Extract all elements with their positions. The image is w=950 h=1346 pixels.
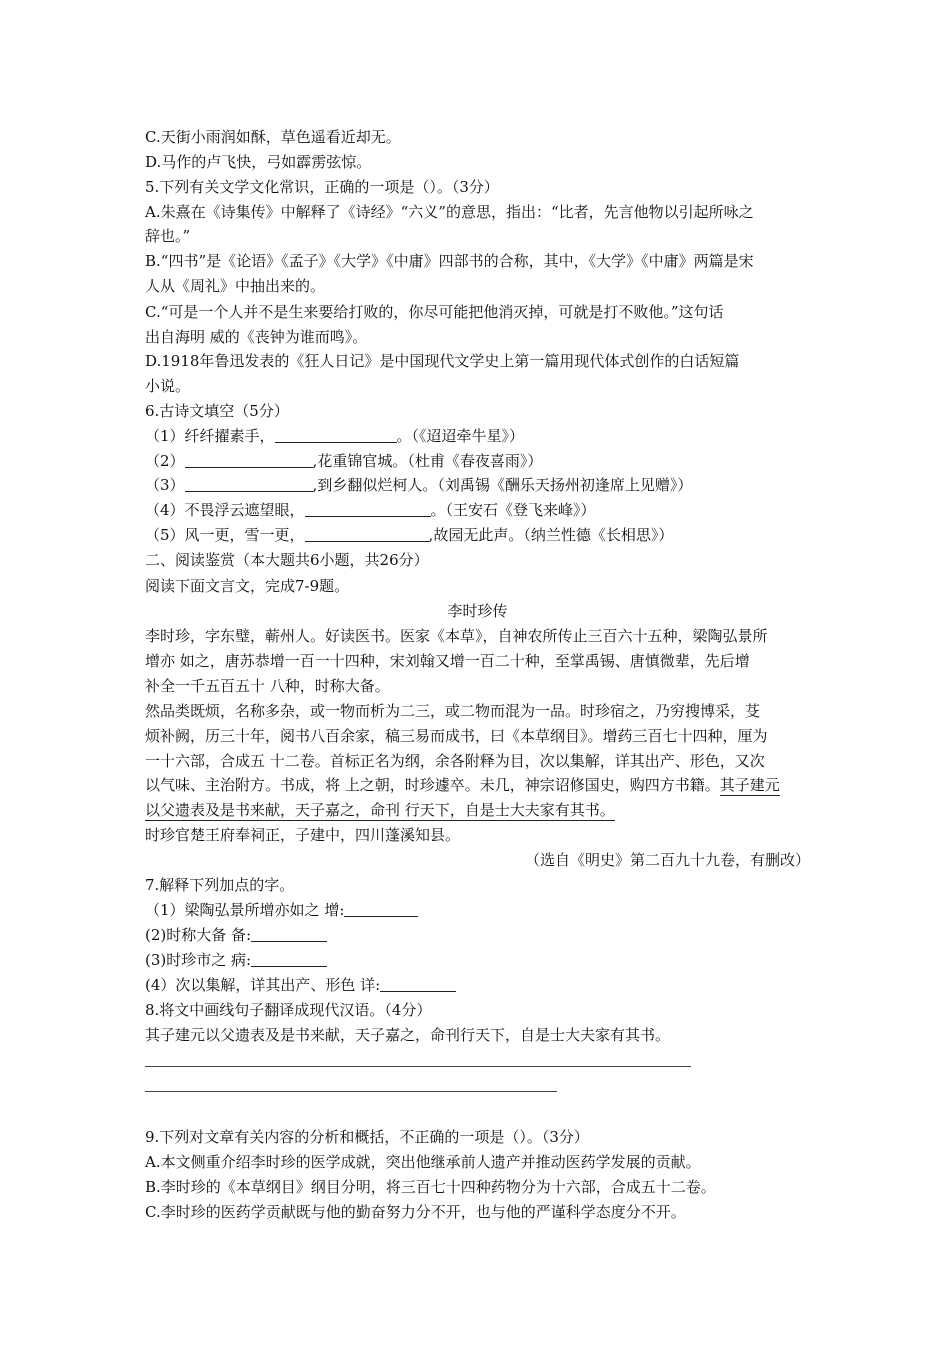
q6-blank-2[interactable] — [185, 452, 313, 468]
q6-item-5-suffix: ,故园无此声。（纳兰性德《长相思》） — [428, 526, 674, 544]
passage-p2-line1: 然品类既烦，名称多杂，或一物而析为二三，或二物而混为一品。时珍宿之，乃穷搜博采，芟 — [145, 702, 761, 720]
passage-p2-line4-text: 以气味、主治附方。书成，将 上之朝，时珍遽卒。未几，神宗诏修国史，购四方书籍。 — [145, 776, 720, 794]
underlined-sentence-part1: 其子建元 — [719, 776, 780, 794]
underlined-sentence-part2: 以父遗表及是书来献，天子嘉之，命刊 行天下，自是士大夫家有其书。 — [145, 801, 615, 819]
q7-item-1-text: （1）梁陶弘景所增亦如之 增: — [145, 901, 345, 919]
q7-item-4 — [145, 975, 810, 995]
q7-blank-1[interactable] — [344, 901, 418, 917]
section2-heading: 二、阅读鉴赏（本大题共6小题，共26分） — [145, 551, 429, 569]
q7-blank-4[interactable] — [380, 976, 456, 992]
q6-item-4 — [145, 500, 810, 520]
passage-p1-line1: 李时珍，字东璧，蕲州人。好读医书。医家《本草》，自神农所传止三百六十五种，梁陶弘景所 — [145, 627, 768, 645]
q6-item-3 — [145, 475, 810, 495]
q6-item-2-suffix: ,花重锦官城。（杜甫《春夜喜雨》） — [312, 452, 543, 470]
passage-p1-line2: 增亦 如之，唐苏恭增一百一十四种，宋刘翰又增一百二十种，至掌禹锡、唐慎微辈，先后增 — [145, 652, 750, 670]
q5-option-a-line2: 辞也。” — [145, 227, 191, 245]
answer-line-2[interactable] — [145, 1091, 557, 1092]
q7-item-2-text: (2)时称大备 备: — [145, 926, 252, 944]
q5-option-b-line2: 人从《周礼》中抽出来的。 — [145, 277, 326, 295]
q7-item-3-text: (3)时珍市之 病: — [145, 951, 252, 969]
passage-p2-line2: 烦补阙，历三十年，阅书八百余家，稿三易而成书，曰《本草纲目》。增药三百七十四种，厘为 — [145, 727, 768, 745]
passage-p2-line5 — [145, 800, 810, 820]
q6-item-5-prefix: （5）风一更，雪一更， — [145, 526, 305, 544]
q7-item-2 — [145, 925, 810, 945]
q6-blank-5[interactable] — [305, 526, 429, 542]
q5-option-b-line1: B.“四书”是《论语》《孟子》《大学》《中庸》四部书的合称，其中，《大学》《中庸》两篇是宋 — [145, 252, 754, 270]
q6-item-1 — [145, 426, 810, 446]
q7-item-3 — [145, 950, 810, 970]
q7-item-1 — [145, 900, 810, 920]
q9-option-c: C.李时珍的医药学贡献既与他的勤奋努力分不开，也与他的严谨科学态度分不开。 — [145, 1203, 686, 1221]
q5-option-d-line2: 小说。 — [145, 377, 191, 395]
q6-blank-3[interactable] — [185, 476, 313, 492]
q6-blank-1[interactable] — [275, 427, 397, 443]
q6-item-4-suffix: 。（王安石《登飞来峰》） — [430, 501, 596, 519]
passage-source: （选自《明史》第二百九十九卷，有删改） — [524, 851, 810, 869]
q5-option-c-line2: 出自海明 威的《丧钟为谁而鸣》。 — [145, 328, 368, 346]
passage-p2-line3: 一十六部，合成五 十二卷。首标正名为纲，余各附释为目，次以集解，详其出产、形色，又次 — [145, 752, 765, 770]
q5-stem: 5.下列有关文学文化常识，正确的一项是（）。（3分） — [145, 178, 499, 196]
q9-stem: 9.下列对文章有关内容的分析和概括，不正确的一项是（）。（3分） — [145, 1128, 589, 1146]
q6-item-3-suffix: ,到乡翻似烂柯人。（刘禹锡《酬乐天扬州初逢席上见赠》） — [312, 476, 693, 494]
q6-item-1-suffix: 。（《迢迢牵牛星》） — [396, 427, 525, 445]
q6-item-4-prefix: （4）不畏浮云遮望眼， — [145, 501, 305, 519]
q6-item-3-prefix: （3） — [145, 476, 185, 494]
q7-blank-3[interactable] — [251, 951, 327, 967]
q8-sentence: 其子建元以父遗表及是书来献，天子嘉之，命刊行天下，自是士大夫家有其书。 — [145, 1026, 671, 1044]
q6-item-1-prefix: （1）纤纤擢素手， — [145, 427, 275, 445]
q9-option-a: A.本文侧重介绍李时珍的医学成就，突出他继承前人遗产并推动医药学发展的贡献。 — [145, 1153, 701, 1171]
q5-option-a-line1: A.朱熹在《诗集传》中解释了《诗经》“六义”的意思，指出：“比者，先言他物以引起所咏之 — [145, 203, 754, 221]
q5-option-c-line1: C.“可是一个人并不是生来要给打败的，你尽可能把他消灭掉，可就是打不败他。”这句话 — [145, 303, 724, 321]
q7-stem: 7.解释下列加点的字。 — [145, 876, 295, 894]
q6-item-2 — [145, 451, 810, 471]
q7-blank-2[interactable] — [251, 926, 327, 942]
passage-p2-line4 — [145, 775, 810, 795]
passage-p3: 时珍官楚王府奉祠正，子建中，四川蓬溪知县。 — [145, 826, 461, 844]
q9-option-b: B.李时珍的《本草纲目》纲目分明，将三百七十四种药物分为十六部，合成五十二卷。 — [145, 1178, 716, 1196]
q6-stem: 6.古诗文填空（5分） — [145, 402, 289, 420]
q6-blank-4[interactable] — [305, 501, 431, 517]
passage-title: 李时珍传 — [447, 602, 508, 620]
q4-option-c: C.天街小雨润如酥，草色遥看近却无。 — [145, 128, 401, 146]
q4-option-d: D.马作的卢飞快，弓如霹雳弦惊。 — [145, 153, 372, 171]
section2-intro: 阅读下面文言文，完成7-9题。 — [145, 577, 350, 595]
answer-line-1[interactable] — [145, 1066, 691, 1067]
q6-item-5 — [145, 525, 810, 545]
q6-item-2-prefix: （2） — [145, 452, 185, 470]
q8-stem: 8.将文中画线句子翻译成现代汉语。（4分） — [145, 1001, 432, 1019]
passage-p1-line3: 补全一千五百五十 八种，时称大备。 — [145, 677, 390, 695]
q5-option-d-line1: D.1918年鲁迅发表的《狂人日记》是中国现代文学史上第一篇用现代体式创作的白话短篇 — [145, 352, 740, 370]
q7-item-4-text: (4）次以集解，详其出产、形色 详: — [145, 976, 381, 994]
